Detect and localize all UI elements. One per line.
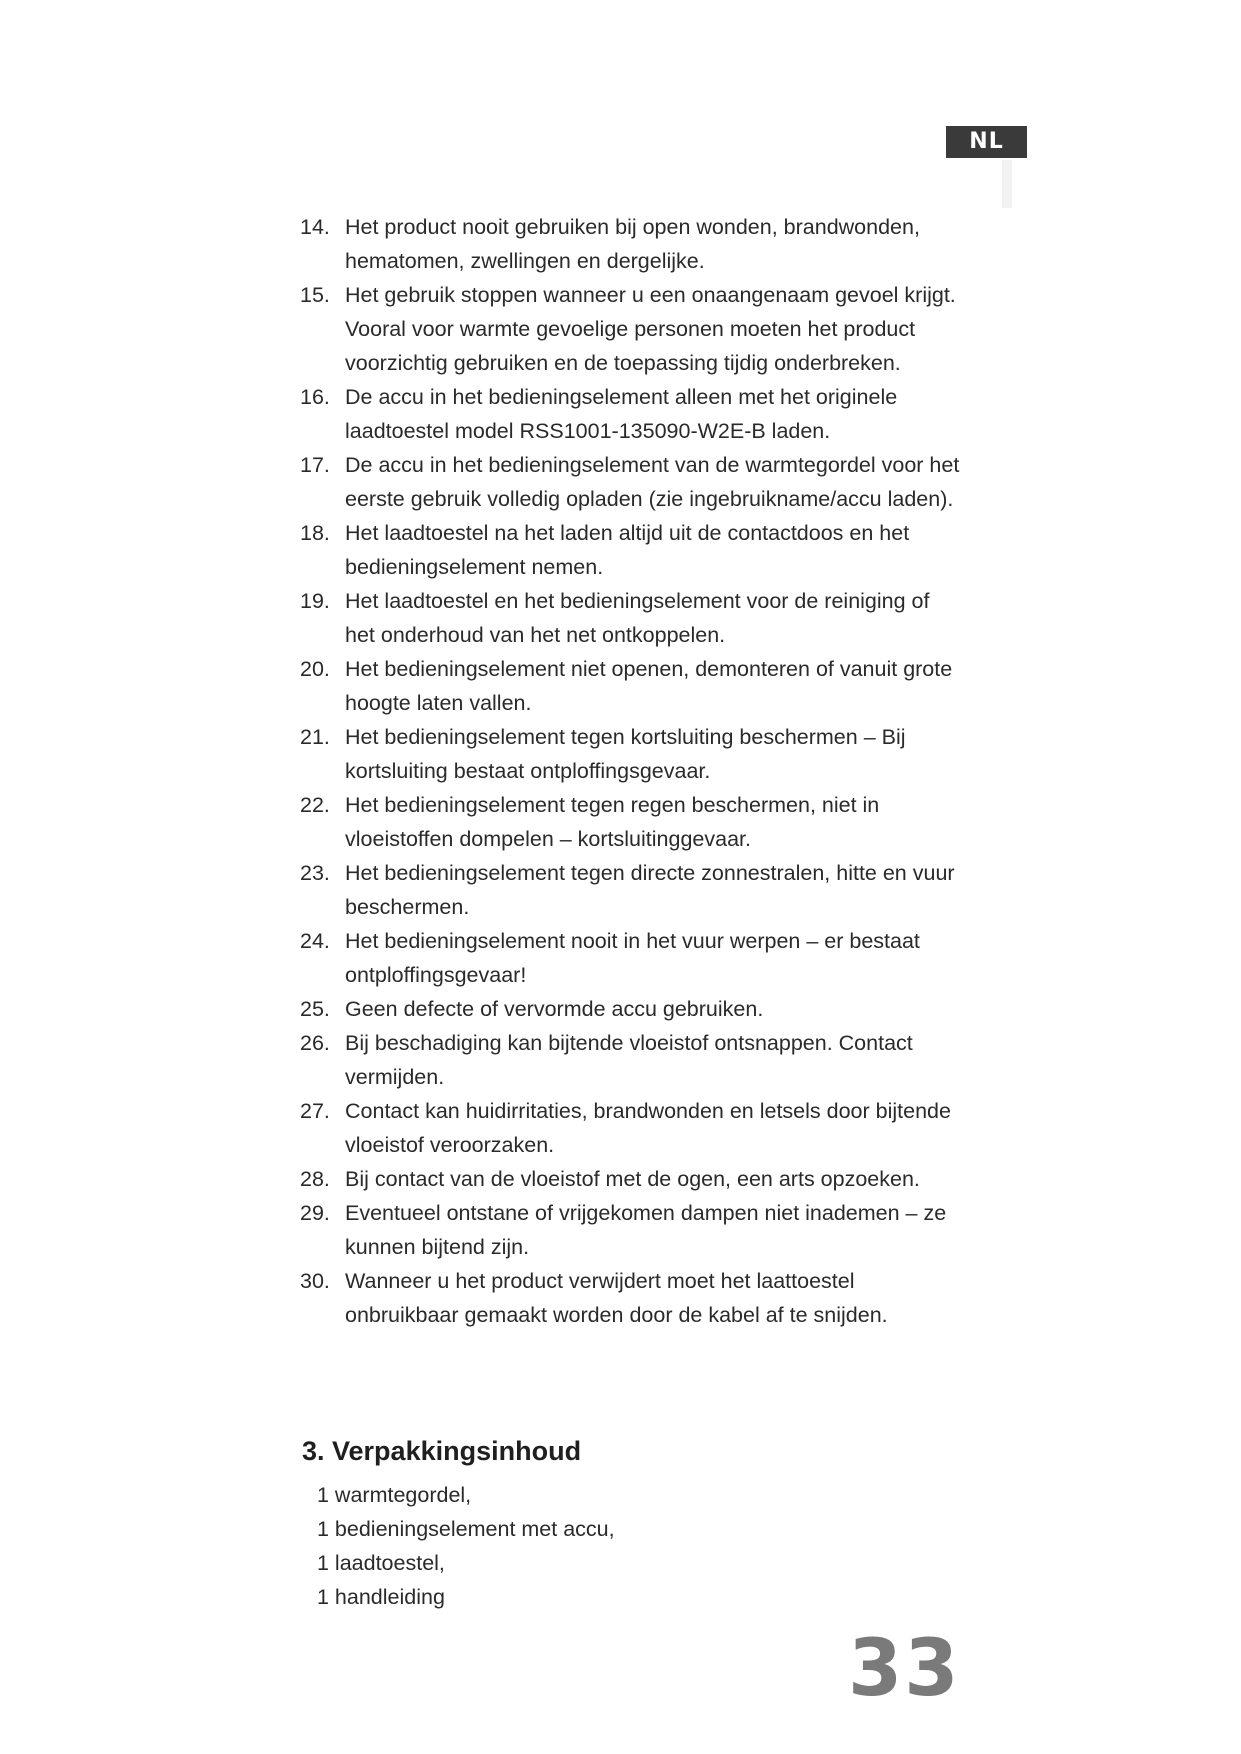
page-number: 33	[848, 1624, 961, 1714]
item-text: Het bedieningselement tegen regen beschermen, niet in vloeistoffen dompelen – kortsluitinggevaar.	[345, 793, 880, 851]
item-number: 24.	[300, 929, 330, 953]
item-text: Het product nooit gebruiken bij open wonden, brandwonden, hematomen, zwellingen en dergelijke.	[345, 215, 920, 273]
item-text: Het laadtoestel en het bedieningselement voor de reiniging of het onderhoud van het net ontkoppelen.	[345, 589, 930, 647]
item-number: 15.	[300, 283, 330, 307]
packaging-item: 1 handleiding	[317, 1585, 445, 1609]
language-tab-marker	[1002, 160, 1012, 208]
packaging-heading: 3. Verpakkingsinhoud	[302, 1436, 582, 1466]
safety-item-28	[300, 1162, 960, 1196]
safety-item-26	[300, 1026, 960, 1094]
item-number: 29.	[300, 1201, 330, 1225]
item-number: 26.	[300, 1031, 330, 1055]
item-number: 14.	[300, 215, 330, 239]
safety-item-24	[300, 924, 960, 992]
item-text: Het bedieningselement tegen directe zonnestralen, hitte en vuur beschermen.	[345, 861, 955, 919]
safety-item-21	[300, 720, 960, 788]
item-text: De accu in het bedieningselement van de warmtegordel voor het eerste gebruik volledig opladen (zie ingebruikname/accu laden).	[345, 453, 960, 511]
item-number: 21.	[300, 725, 330, 749]
item-number: 28.	[300, 1167, 330, 1191]
item-number: 18.	[300, 521, 330, 545]
safety-item-22	[300, 788, 960, 856]
safety-item-29	[300, 1196, 960, 1264]
packaging-item: 1 laadtoestel,	[317, 1551, 445, 1575]
safety-instructions-list	[300, 210, 960, 1332]
safety-item-20	[300, 652, 960, 720]
safety-item-25	[300, 992, 960, 1026]
safety-item-14	[300, 210, 960, 278]
item-text: Het bedieningselement tegen kortsluiting beschermen – Bij kortsluiting bestaat ontploffingsgevaar.	[345, 725, 906, 783]
safety-item-16	[300, 380, 960, 448]
safety-item-27	[300, 1094, 960, 1162]
item-number: 20.	[300, 657, 330, 681]
item-number: 23.	[300, 861, 330, 885]
item-number: 25.	[300, 997, 330, 1021]
item-text: Bij beschadiging kan bijtende vloeistof ontsnappen. Contact vermijden.	[345, 1031, 913, 1089]
item-text: Het bedieningselement niet openen, demonteren of vanuit grote hoogte laten vallen.	[345, 657, 953, 715]
item-text: Contact kan huidirritaties, brandwonden en letsels door bijtende vloeistof veroorzaken.	[345, 1099, 951, 1157]
packaging-item: 1 warmtegordel,	[317, 1483, 472, 1507]
item-number: 17.	[300, 453, 330, 477]
item-number: 22.	[300, 793, 330, 817]
item-text: Geen defecte of vervormde accu gebruiken.	[345, 997, 764, 1021]
language-badge: NL	[946, 126, 1027, 158]
safety-item-30	[300, 1264, 960, 1332]
item-number: 27.	[300, 1099, 330, 1123]
item-text: De accu in het bedieningselement alleen met het originele laadtoestel model RSS1001-135090-W2E-B laden.	[345, 385, 898, 443]
item-text: Het gebruik stoppen wanneer u een onaangenaam gevoel krijgt. Vooral voor warmte gevoelige personen moeten het product voorzichtig gebruiken en de toepassing tijdig onderbreken.	[345, 283, 956, 375]
item-number: 30.	[300, 1269, 330, 1293]
item-text: Het laadtoestel na het laden altijd uit de contactdoos en het bedieningselement nemen.	[345, 521, 910, 579]
item-text: Het bedieningselement nooit in het vuur werpen – er bestaat ontploffingsgevaar!	[345, 929, 920, 987]
item-text: Eventueel ontstane of vrijgekomen dampen niet inademen – ze kunnen bijtend zijn.	[345, 1201, 947, 1259]
safety-item-19	[300, 584, 960, 652]
safety-item-23	[300, 856, 960, 924]
packaging-contents-list	[317, 1478, 615, 1614]
item-text: Wanneer u het product verwijdert moet het laattoestel onbruikbaar gemaakt worden door de kabel af te snijden.	[345, 1269, 888, 1327]
safety-item-17	[300, 448, 960, 516]
safety-item-15	[300, 278, 960, 380]
safety-item-18	[300, 516, 960, 584]
item-number: 19.	[300, 589, 330, 613]
packaging-item: 1 bedieningselement met accu,	[317, 1517, 615, 1541]
item-text: Bij contact van de vloeistof met de ogen, een arts opzoeken.	[345, 1167, 920, 1191]
item-number: 16.	[300, 385, 330, 409]
